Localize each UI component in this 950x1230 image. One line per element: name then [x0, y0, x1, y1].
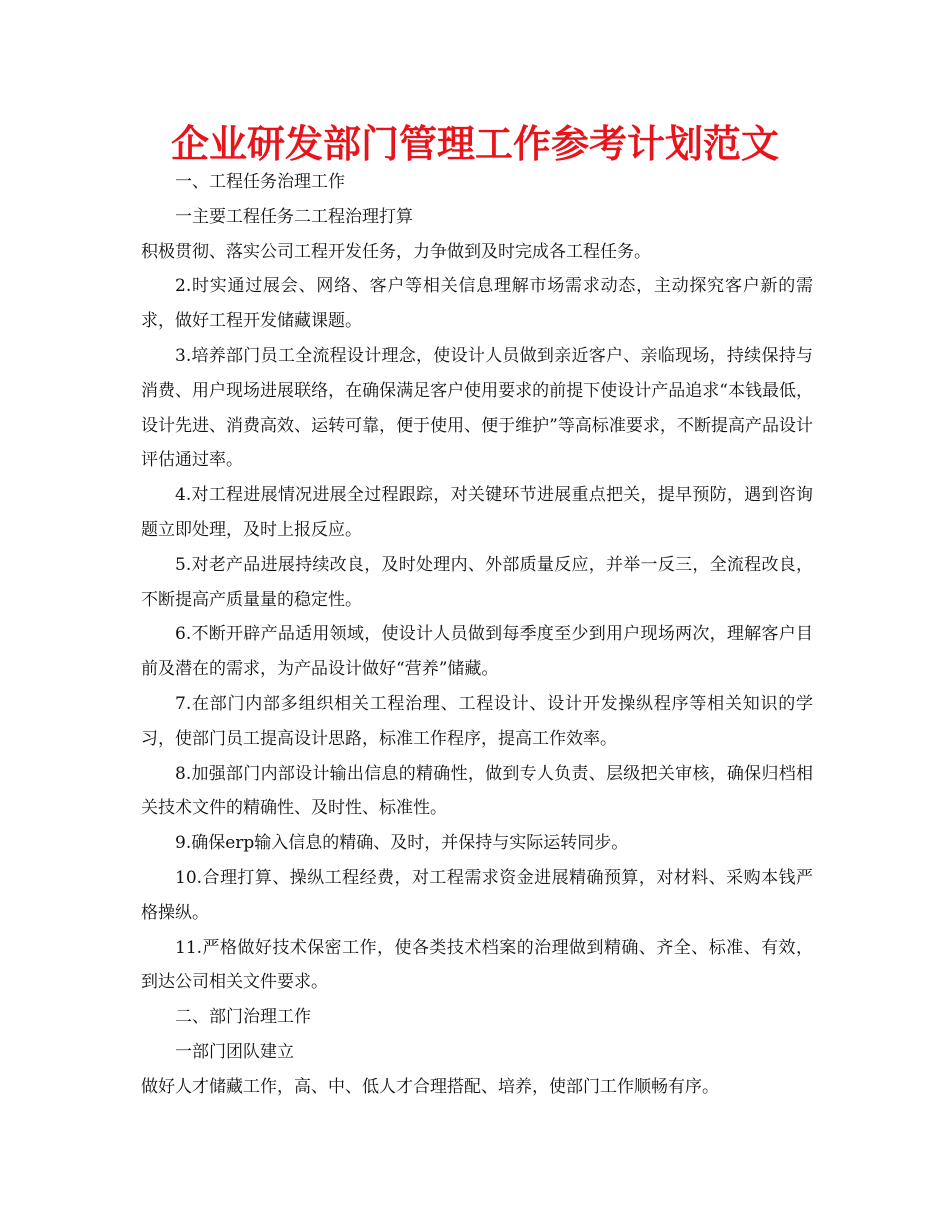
paragraph: 一部门团队建立: [175, 1041, 294, 1062]
paragraph: 二、部门治理工作: [175, 1007, 311, 1028]
paragraph: 一、工程任务治理工作: [175, 172, 345, 192]
paragraph: 5.对老产品进展持续改良，及时处理内、外部质量反应，并举一反三，全流程改良，不断提高产质量量的稳定性。: [141, 554, 813, 610]
document-title: 企业研发部门管理工作参考计划范文: [170, 122, 779, 166]
paragraph: 10.合理打算、操纵工程经费，对工程需求资金进展精确预算，对材料、采购本钱严格操纵。: [141, 867, 813, 923]
paragraph: 2.时实通过展会、网络、客户等相关信息理解市场需求动态，主动探究客户新的需求，做好工程开发储藏课题。: [141, 276, 813, 332]
paragraph: 3.培养部门员工全流程设计理念，使设计人员做到亲近客户、亲临现场，持续保持与消费、用户现场进展联络，在确保满足客户使用要求的前提下使设计产品追求“本钱最低，设计先进、消费高效、运转可靠，便于使用、便于维护”等高标准要求，不断提高产品设计评估通过率。: [141, 345, 813, 471]
paragraph: 积极贯彻、落实公司工程开发任务，力争做到及时完成各工程任务。: [141, 241, 651, 262]
paragraph: 6.不断开辟产品适用领域，使设计人员做到每季度至少到用户现场两次，理解客户目前及潜在的需求，为产品设计做好“营养”储藏。: [141, 624, 813, 680]
paragraph: 一主要工程任务二工程治理打算: [175, 206, 413, 227]
paragraph: 做好人才储藏工作，高、中、低人才合理搭配、培养，使部门工作顺畅有序。: [141, 1076, 719, 1097]
paragraph: 11.严格做好技术保密工作，使各类技术档案的治理做到精确、齐全、标准、有效，到达公司相关文件要求。: [141, 937, 813, 993]
paragraph: 8.加强部门内部设计输出信息的精确性，做到专人负责、层级把关审核，确保归档相关技术文件的精确性、及时性、标准性。: [141, 763, 813, 819]
document-body: [141, 165, 813, 1105]
paragraph: 9.确保erp输入信息的精确、及时，并保持与实际运转同步。: [175, 833, 629, 854]
paragraph: 4.对工程进展情况进展全过程跟踪，对关键环节进展重点把关，提早预防，遇到咨询题立即处理，及时上报反应。: [141, 485, 813, 540]
paragraph: 7.在部门内部多组织相关工程治理、工程设计、设计开发操纵程序等相关知识的学习，使部门员工提高设计思路，标准工作程序，提高工作效率。: [141, 693, 813, 749]
